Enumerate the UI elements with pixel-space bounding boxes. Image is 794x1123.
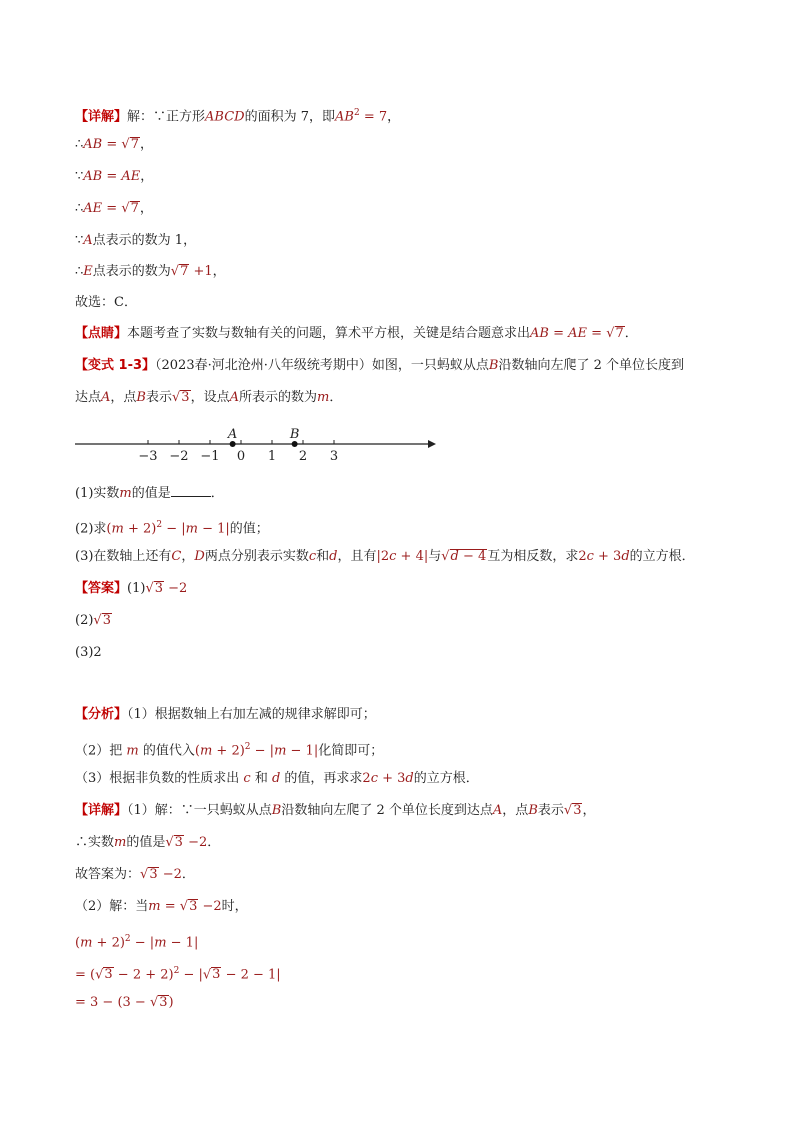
answer-choice: 故选：C．	[75, 295, 137, 310]
detail-answer: 故答案为：√3 −2．	[75, 867, 195, 882]
tick-label: 3	[329, 449, 339, 464]
expr-line-3: = 3 − (3 − √3)	[75, 995, 174, 1010]
tick-label: −2	[169, 449, 189, 464]
variant-line-2: 达点A，点B表示√3，设点A所表示的数为m．	[75, 390, 343, 405]
answer-2: (2)√3	[75, 613, 111, 628]
analysis-3: （3）根据非负数的性质求出 c 和 d 的值，再求求2c + 3d的立方根．	[75, 771, 479, 786]
detail-m-value: ∴实数m的值是√3 −2．	[75, 835, 221, 850]
question-3: (3)在数轴上还有C，D两点分别表示实数c和d，且有|2c + 4|与√d − 4互为相反数，求2c + 3d的立方根．	[75, 549, 695, 564]
step-e-value: ∴E点表示的数为√7 +1，	[75, 264, 226, 279]
answer-heading: 【答案】(1)√3 −2	[75, 581, 188, 596]
tick-label: 2	[298, 449, 308, 464]
detail-heading-2: 【详解】（1）解：∵一只蚂蚁从点B沿数轴向左爬了 2 个单位长度到达点A，点B表示√3，	[75, 803, 596, 818]
tick-label: 1	[267, 449, 277, 464]
detail-part2-start: （2）解：当m = √3 −2时，	[75, 899, 248, 914]
number-line	[70, 422, 440, 472]
number-line-arrow	[428, 440, 436, 448]
variant-heading: 【变式 1-3】（2023春·河北沧州·八年级统考期中）如图，一只蚂蚁从点B沿数轴向左爬了 2 个单位长度到	[75, 358, 684, 373]
tick-label: 0	[236, 449, 246, 464]
expr-line-2: = $(√3 - 2 + 2)^2 - |√3 - 2 - 1|$	[75, 966, 281, 983]
analysis-heading: 【分析】（1）根据数轴上右加左减的规律求解即可；	[75, 707, 376, 722]
step-ab-eq-ae: ∵AB = AE，	[75, 169, 154, 184]
tick-label: −1	[200, 449, 220, 464]
expr-line-1: $(m + 2)^2 - |m - 1|$	[75, 934, 199, 951]
analysis-2: （2）把 m 的值代入$(m + 2)^2 - |m - 1|$化简即可；	[75, 742, 384, 759]
comment-line: 【点睛】本题考查了实数与数轴有关的问题，算术平方根，关键是结合题意求出AB = AE = √7．	[75, 326, 638, 341]
answer-blank	[171, 484, 211, 497]
step-ab-sqrt7: ∴AB = √7，	[75, 137, 153, 152]
answer-3: (3)2	[75, 645, 102, 660]
question-1: (1)实数m的值是 ．	[75, 486, 224, 501]
detail-heading-1: 【详解】解：∵正方形ABCD的面积为 7，即$AB^2 = 7$，	[75, 108, 401, 125]
point-label: B	[289, 427, 300, 442]
point-label: A	[227, 427, 238, 442]
step-ae-sqrt7: ∴AE = √7，	[75, 201, 153, 216]
question-2: (2)求$(m + 2)^2 - |m - 1|$的值；	[75, 520, 269, 537]
step-a-value: ∵A点表示的数为 1，	[75, 233, 197, 248]
tick-label: −3	[138, 449, 158, 464]
